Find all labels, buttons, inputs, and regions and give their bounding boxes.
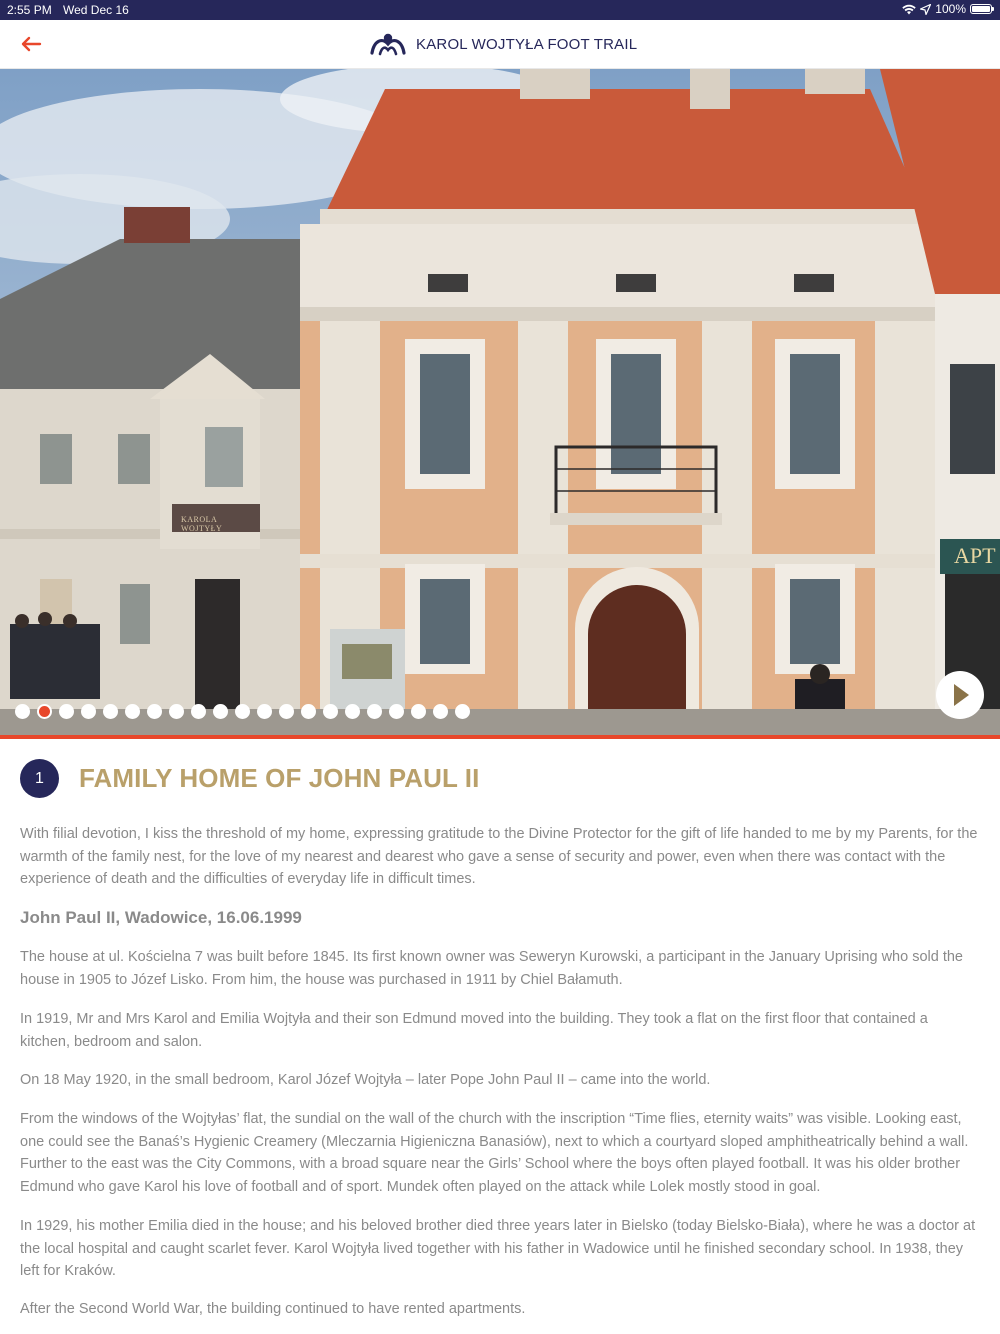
location-arrow-icon <box>920 4 931 15</box>
stop-heading <box>20 759 479 798</box>
pagination-dot[interactable] <box>81 704 96 719</box>
body-paragraph: In 1919, Mr and Mrs Karol and Emilia Wojtyła and their son Edmund moved into the building. They took a flat on the first floor that contained a kitchen, bedroom and salon. <box>20 1011 928 1050</box>
status-date: Wed Dec 16 <box>63 3 129 17</box>
battery-icon <box>970 4 992 14</box>
pagination-dot[interactable] <box>345 704 360 719</box>
pagination-dot[interactable] <box>235 704 250 719</box>
pagination-dot[interactable] <box>125 704 140 719</box>
pagination-dot[interactable] <box>279 704 294 719</box>
play-icon <box>936 671 984 719</box>
status-right <box>902 2 992 16</box>
back-button[interactable] <box>18 30 46 58</box>
pagination-dot[interactable] <box>15 704 30 719</box>
nav-title-group <box>370 31 637 57</box>
status-bar <box>0 0 1000 20</box>
body-paragraph: On 18 May 1920, in the small bedroom, Karol Józef Wojtyła – later Pope John Paul II – came into the world. <box>20 1072 711 1088</box>
pagination-dot-active[interactable] <box>37 704 52 719</box>
pagination-dot[interactable] <box>389 704 404 719</box>
pagination-dot[interactable] <box>433 704 448 719</box>
pagination-dot[interactable] <box>301 704 316 719</box>
app-title: KAROL WOJTYŁA FOOT TRAIL <box>416 35 638 53</box>
stop-number-badge: 1 <box>20 759 59 798</box>
body-paragraph: From the windows of the Wojtyłas’ flat, the sundial on the wall of the church with the inscription “Time flies, eternity waits” was visible. Looking east, one could see the Banaś’s Hygienic Creamery (Mleczarnia Higieniczna Banasiów), next to which a courtyard sloped amphitheatrically behind a wall. Further to the east was the City Commons, with a broad square near the Girls’ School where the boys often played football. It was his older brother Edmund who gave Karol his love of football and of sport. Mundek often played on the attack while Lolek mostly stood in goal. <box>20 1111 969 1195</box>
pagination-dot[interactable] <box>323 704 338 719</box>
nav-bar <box>0 20 1000 69</box>
quote-author: John Paul II, Wadowice, 16.06.1999 <box>20 908 302 927</box>
gallery-pagination <box>15 704 470 719</box>
pagination-dot[interactable] <box>147 704 162 719</box>
body-paragraph: The house at ul. Kościelna 7 was built before 1845. Its first known owner was Seweryn Kurowski, a participant in the January Uprising who sold the house in 1905 to Józef Lisko. From him, the house was purchased in 1911 by Chiel Bałamuth. <box>20 949 963 988</box>
back-arrow-icon <box>18 30 46 58</box>
pagination-dot[interactable] <box>59 704 74 719</box>
shop-sign: APT <box>954 543 996 568</box>
quote-text: With filial devotion, I kiss the threshold of my home, expressing gratitude to the Divine Protector for the gift of life handed to me by my Parents, for the warmth of the family nest, for the love of my nearest and dearest who gave a sense of security and power, even when there was contact with the experience of death and the difficulties of everyday life in difficult times. <box>20 826 978 887</box>
status-time: 2:55 PM <box>7 3 52 17</box>
pagination-dot[interactable] <box>411 704 426 719</box>
pagination-dot[interactable] <box>191 704 206 719</box>
pagination-dot[interactable] <box>103 704 118 719</box>
battery-percent: 100% <box>935 2 966 16</box>
wifi-icon <box>902 4 916 15</box>
pagination-dot[interactable] <box>455 704 470 719</box>
body-paragraph: In 1929, his mother Emilia died in the house; and his beloved brother died three years later in Bielsko (today Bielsko-Biała), where he was a doctor at the local hospital and caught scarlet fever. Karol Wojtyła lived together with his father in Wadowice until he finished secondary school. In 1938, they left for Kraków. <box>20 1218 976 1279</box>
body-paragraph: After the Second World War, the building continued to have rented apartments. <box>20 1301 526 1317</box>
pagination-dot[interactable] <box>213 704 228 719</box>
play-button[interactable] <box>936 671 984 719</box>
pagination-dot[interactable] <box>257 704 272 719</box>
building-sign: KAROLA WOJTYŁY <box>181 515 223 533</box>
photo-gallery[interactable] <box>0 69 1000 735</box>
pagination-dot[interactable] <box>169 704 184 719</box>
house-photo <box>0 69 1000 735</box>
page-title: FAMILY HOME OF JOHN PAUL II <box>79 763 480 793</box>
logo-icon <box>370 31 406 57</box>
hero-divider <box>0 735 1000 739</box>
pagination-dot[interactable] <box>367 704 382 719</box>
